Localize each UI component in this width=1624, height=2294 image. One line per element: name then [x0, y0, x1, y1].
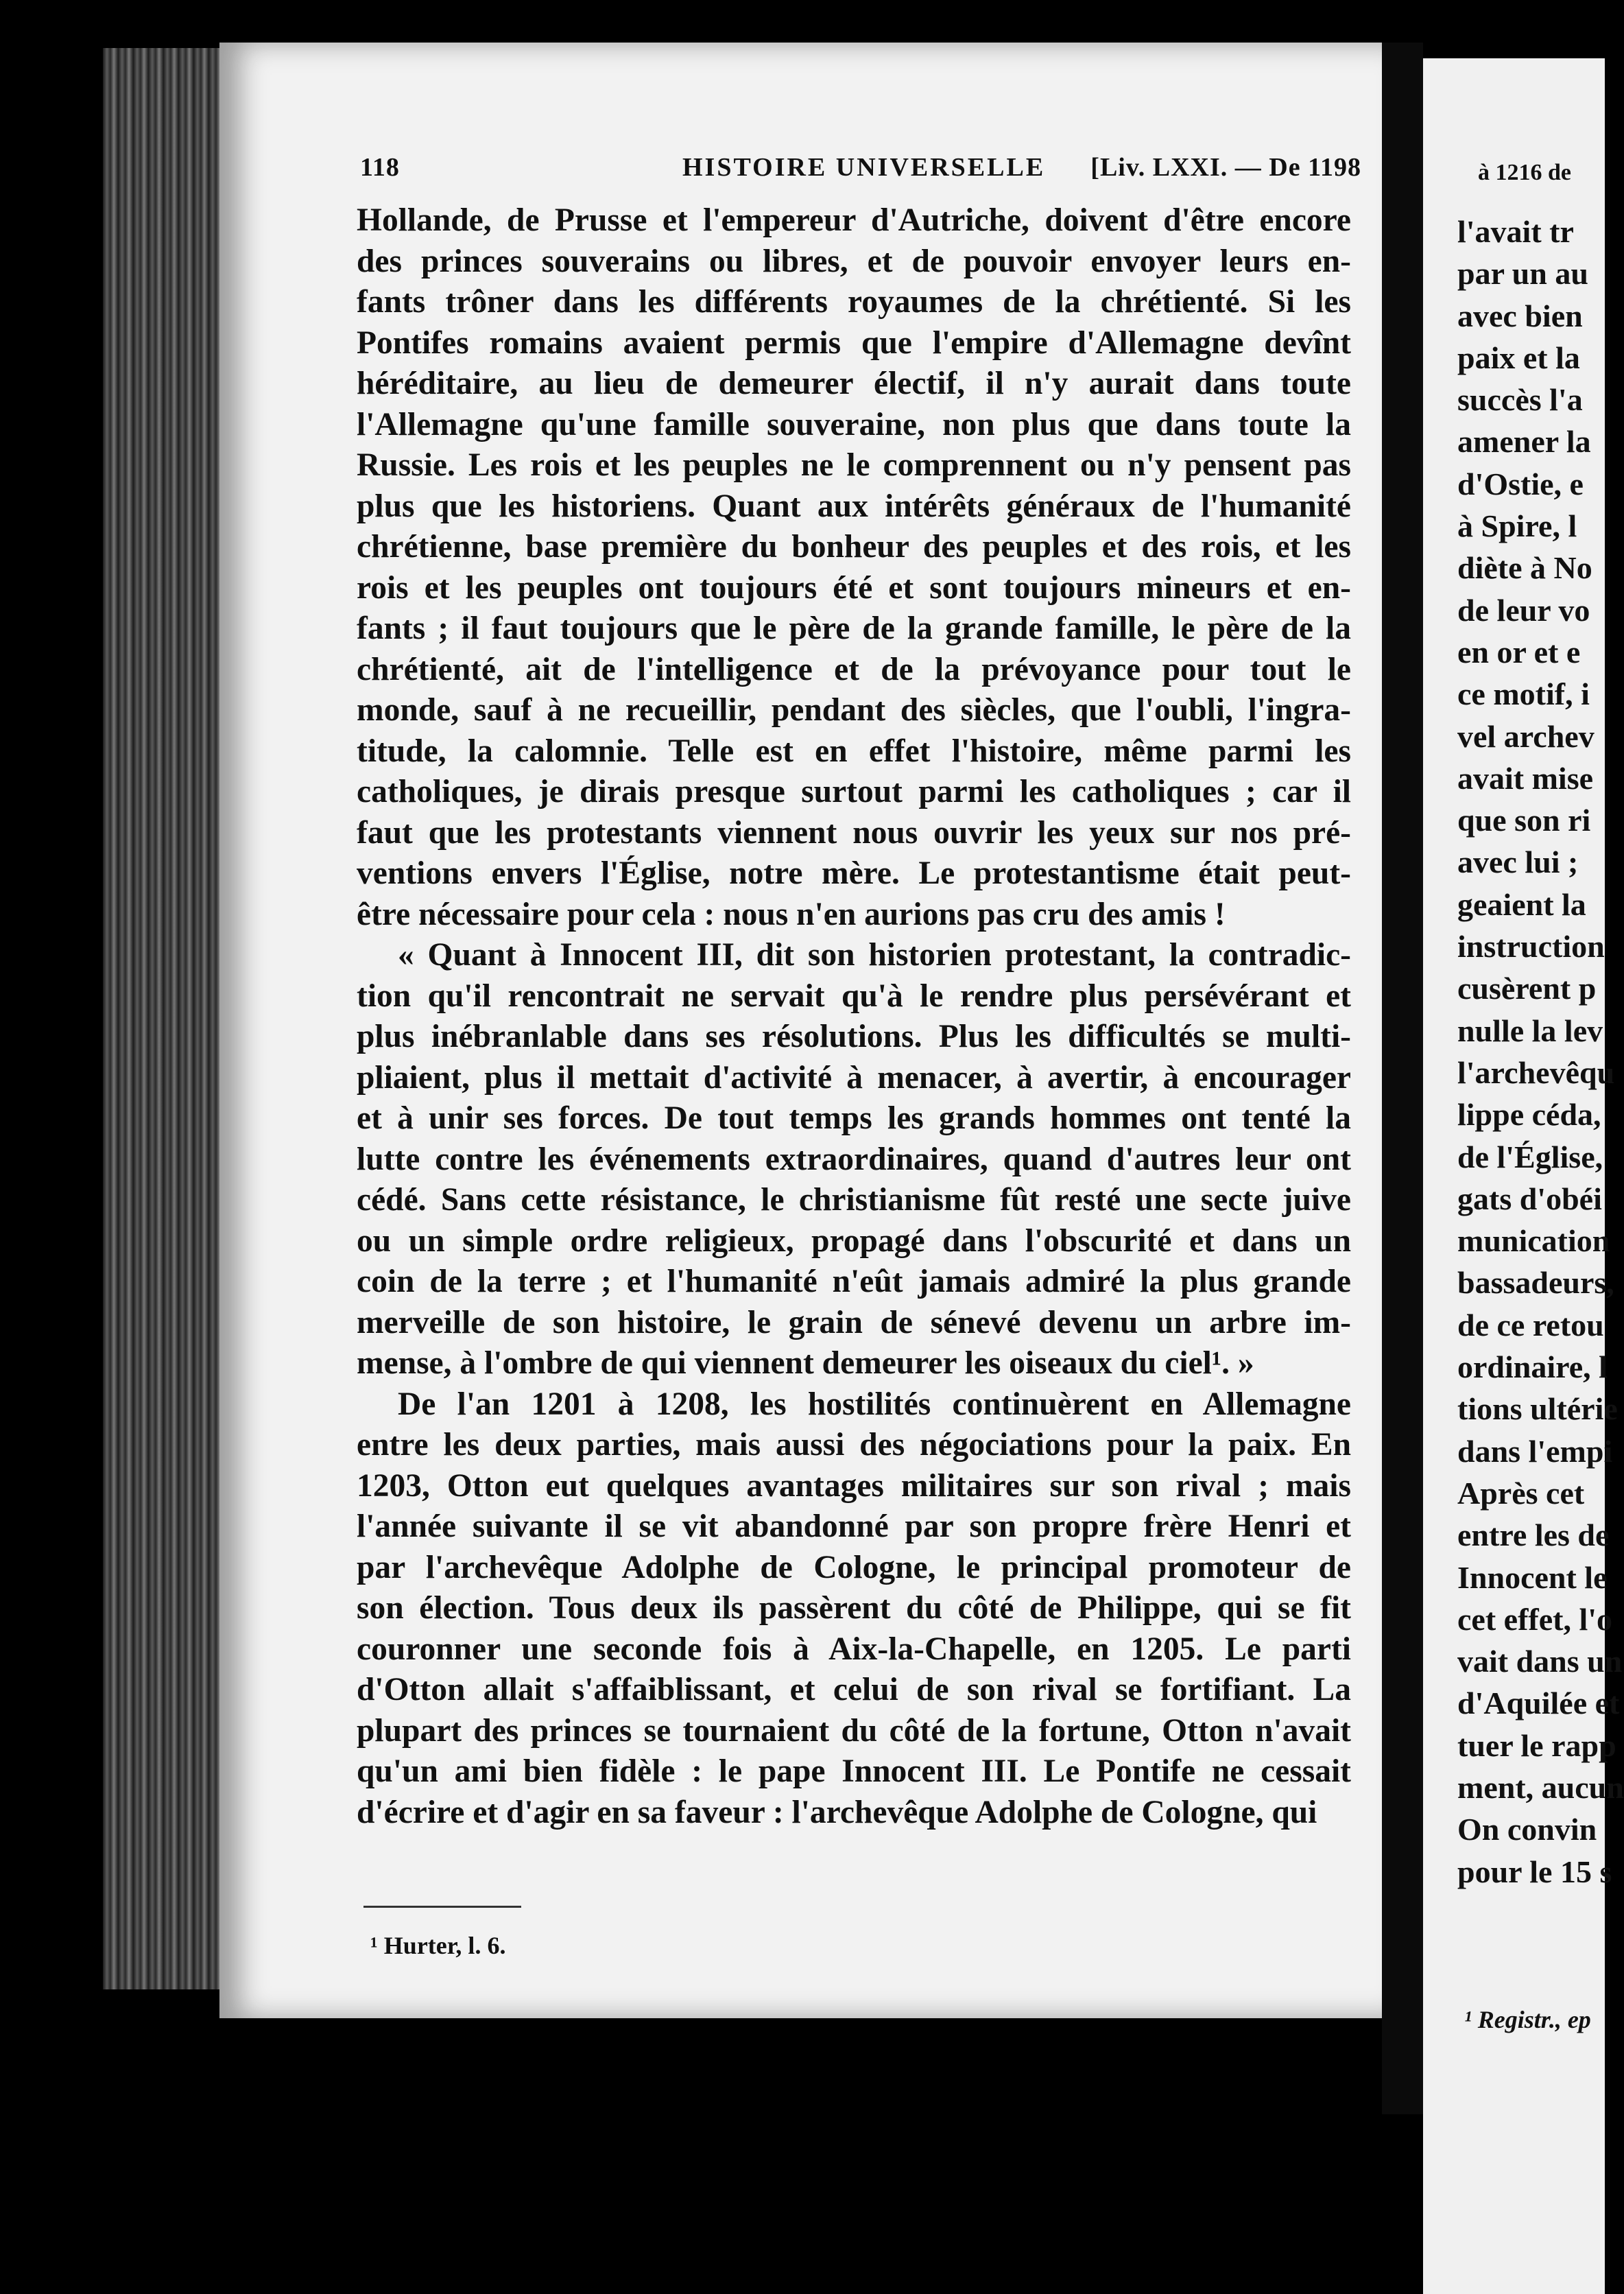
text-line: d'écrire et d'agir en sa faveur : l'archevêque Adolphe de Cologne, qui — [357, 1794, 1317, 1830]
text-line: ment, aucun — [1457, 1769, 1624, 1805]
text-line: à Spire, l — [1457, 508, 1577, 544]
text-line: faut que les protestants viennent nous ouvrir les yeux sur nos pré- — [357, 814, 1351, 851]
text-line: ou un simple ordre religieux, propagé dans l'obscurité et dans un — [357, 1222, 1351, 1259]
text-line: succès l'a — [1457, 382, 1583, 418]
text-line: Après cet — [1457, 1475, 1585, 1511]
text-line: On convin — [1457, 1812, 1597, 1847]
text-line: plupart des princes se tournaient du côté de la fortune, Otton n'avait — [357, 1712, 1351, 1749]
book-page-edges — [103, 48, 226, 1989]
text-line: chrétienté, ait de l'intelligence et de la prévoyance pour tout le — [357, 651, 1351, 687]
text-line: tion qu'il rencontrait ne servait qu'à le rendre plus persévérant et — [357, 978, 1351, 1014]
text-line: munication — [1457, 1223, 1610, 1259]
text-line: d'Aquilée et — [1457, 1686, 1620, 1721]
book-gutter — [1382, 43, 1423, 2114]
text-line: avait mise — [1457, 760, 1594, 796]
text-line: gats d'obéi — [1457, 1181, 1602, 1216]
text-line: avec bien — [1457, 298, 1583, 333]
text-line: lutte contre les événements extraordinaires, quand d'autres leur ont — [357, 1141, 1351, 1177]
text-line: titude, la calomnie. Telle est en effet l'histoire, même parmi les — [357, 733, 1351, 769]
text-line: que son ri — [1457, 803, 1591, 838]
text-line: Hollande, de Prusse et l'empereur d'Autriche, doivent d'être encore — [357, 202, 1351, 238]
text-line: nulle la lev — [1457, 1013, 1603, 1048]
text-line: l'Allemagne qu'une famille souveraine, non plus que dans toute la — [357, 406, 1351, 442]
text-line: geaient la — [1457, 886, 1586, 922]
text-line: Russie. Les rois et les peuples ne le comprennent ou n'y pensent pas — [357, 447, 1351, 483]
text-line: vait dans un — [1457, 1644, 1623, 1679]
page-number: 118 — [360, 153, 400, 182]
text-line: de l'Église, — [1457, 1139, 1603, 1174]
text-line: d'Ostie, e — [1457, 466, 1584, 501]
text-line: en or et e — [1457, 634, 1581, 670]
text-line: fants trôner dans les différents royaumes de la chrétienté. Si les — [357, 284, 1351, 320]
text-line: 1203, Otton eut quelques avantages militaires sur son rival ; mais — [357, 1467, 1351, 1504]
right-page-footnote: ¹ Registr., ep — [1464, 2006, 1591, 2033]
text-line: héréditaire, au lieu de demeurer électif, il n'y aurait dans toute — [357, 366, 1351, 401]
text-line: Pontifes romains avaient permis que l'empire d'Allemagne devînt — [357, 324, 1351, 361]
text-line: par l'archevêque Adolphe de Cologne, le principal promoteur de — [357, 1549, 1351, 1585]
page-header — [360, 152, 1361, 193]
footnote: ¹ Hurter, l. 6. — [370, 1932, 506, 1959]
text-line: cédé. Sans cette résistance, le christianisme fût resté une secte juive — [357, 1182, 1351, 1218]
text-line: cusèrent p — [1457, 971, 1597, 1006]
text-line: instruction — [1457, 929, 1605, 965]
text-line: pour le 15 s — [1457, 1854, 1612, 1889]
text-line: des princes souverains ou libres, et de pouvoir envoyer leurs en- — [357, 243, 1351, 279]
text-line: son élection. Tous deux ils passèrent du côté de Philippe, qui se fit — [357, 1590, 1351, 1626]
body-text — [357, 200, 1351, 1833]
text-line: tuer le rapp — [1457, 1727, 1616, 1763]
text-line: et à unir ses forces. De tout temps les grands hommes ont tenté la — [357, 1100, 1351, 1136]
text-line: lippe céda, — [1457, 1097, 1601, 1133]
text-line: d'Otton allait s'affaiblissant, et celui de son rival se fortifiant. La — [357, 1672, 1351, 1707]
text-line: l'année suivante il se vit abandonné par son propre frère Henri et — [357, 1509, 1351, 1544]
text-line: plus que les historiens. Quant aux intérêts généraux de l'humanité — [357, 488, 1351, 524]
text-line: catholiques, je dirais presque surtout parmi les catholiques ; car il — [357, 774, 1351, 809]
text-line: merveille de son histoire, le grain de sénevé devenu un arbre im- — [357, 1304, 1351, 1340]
text-line: fants ; il faut toujours que le père de la grande famille, le père de la — [357, 611, 1351, 646]
text-line: coin de la terre ; et l'humanité n'eût jamais admiré la plus grande — [357, 1264, 1351, 1299]
text-line: paix et la — [1457, 340, 1580, 375]
text-line: amener la — [1457, 424, 1591, 460]
text-line: avec lui ; — [1457, 844, 1579, 880]
text-line: ordinaire, l — [1457, 1349, 1608, 1385]
text-line: dans l'empi — [1457, 1433, 1613, 1469]
text-line: mense, à l'ombre de qui viennent demeurer les oiseaux du ciel¹. » — [357, 1345, 1254, 1381]
text-line: être nécessaire pour cela : nous n'en aurions pas cru des amis ! — [357, 896, 1226, 932]
text-line: cet effet, l'o — [1457, 1601, 1613, 1637]
text-line: de ce retou — [1457, 1307, 1604, 1343]
text-line: l'archevêqu — [1457, 1054, 1615, 1090]
right-page-text — [1457, 211, 1624, 1893]
text-line: vel archev — [1457, 718, 1595, 754]
text-line: De l'an 1201 à 1208, les hostilités continuèrent en Allemagne — [398, 1386, 1351, 1422]
text-line: Innocent le — [1457, 1559, 1608, 1595]
text-line: diète à No — [1457, 550, 1592, 586]
text-line: monde, sauf à ne recueillir, pendant des siècles, que l'oubli, l'ingra- — [357, 692, 1351, 728]
text-line: ce motif, i — [1457, 676, 1590, 712]
text-line: rois et les peuples ont toujours été et sont toujours mineurs et en- — [357, 569, 1351, 606]
text-line: par un au — [1457, 256, 1588, 292]
running-title: HISTOIRE UNIVERSELLE — [682, 153, 1046, 182]
text-line: plus inébranlable dans ses résolutions. Plus les difficultés se multi- — [357, 1019, 1351, 1054]
text-line: entre les deux parties, mais aussi des négociations pour la paix. En — [357, 1427, 1351, 1463]
text-line: tions ultérie — [1457, 1391, 1618, 1427]
text-line: qu'un ami bien fidèle : le pape Innocent III. Le Pontife ne cessait — [357, 1753, 1351, 1789]
footnote-rule — [363, 1906, 521, 1908]
right-page-header: à 1216 de — [1478, 160, 1571, 185]
text-line: couronner une seconde fois à Aix-la-Chapelle, en 1205. Le parti — [357, 1631, 1351, 1667]
right-page — [1423, 58, 1624, 2294]
text-line: de leur vo — [1457, 592, 1590, 628]
text-line: ventions envers l'Église, notre mère. Le protestantisme était peut- — [357, 855, 1351, 891]
text-line: bassadeurs, — [1457, 1265, 1614, 1301]
text-line: « Quant à Innocent III, dit son historien protestant, la contradic- — [398, 937, 1351, 973]
chapter-reference: [Liv. LXXI. — De 1198 — [1090, 153, 1361, 182]
text-line: pliaient, plus il mettait d'activité à menacer, à avertir, à encourager — [357, 1059, 1351, 1096]
text-line: entre les de — [1457, 1517, 1610, 1553]
text-line: l'avait tr — [1457, 214, 1574, 249]
text-line: chrétienne, base première du bonheur des peuples et des rois, et les — [357, 529, 1351, 565]
